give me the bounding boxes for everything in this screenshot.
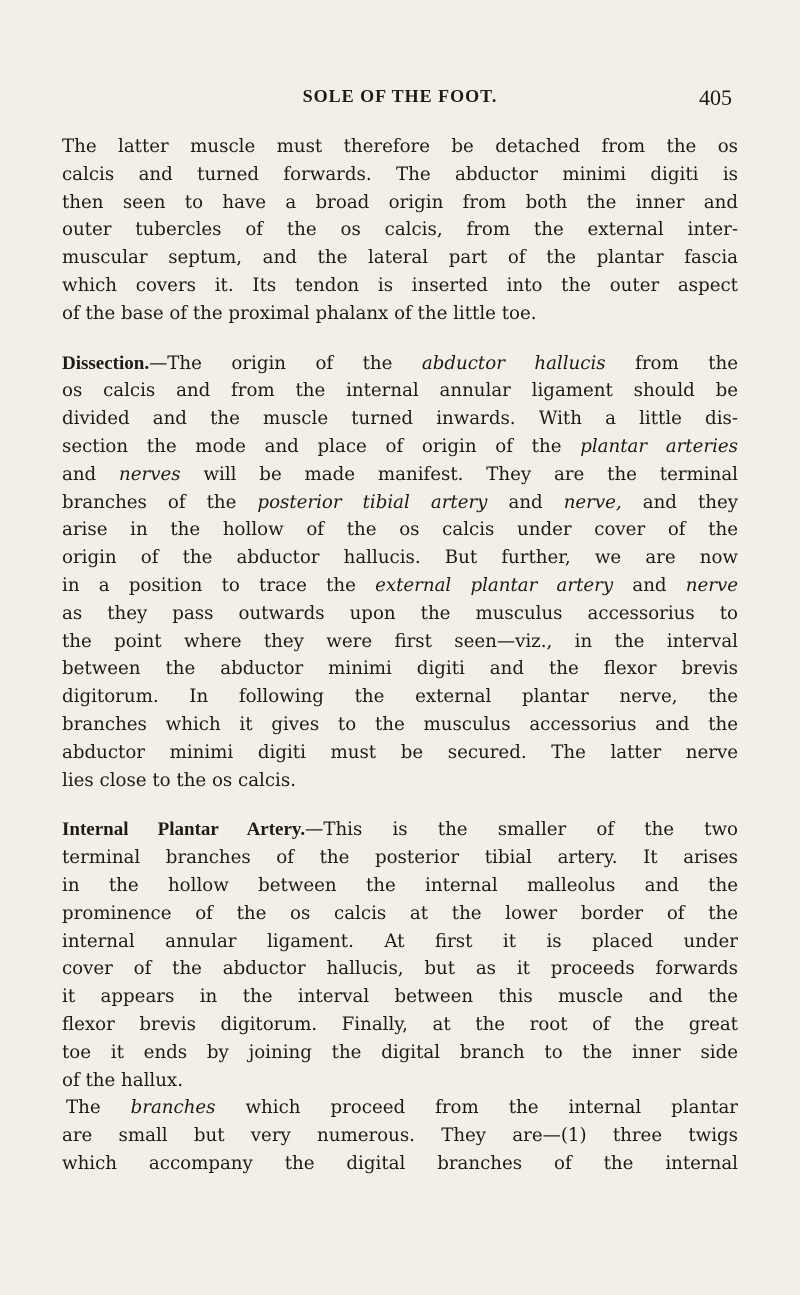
paragraph-dissection bbox=[62, 350, 738, 795]
italic-term: external plantar artery bbox=[375, 574, 614, 596]
text-run: which proceed from the internal plantar bbox=[215, 1097, 738, 1119]
text-run: —This is the smaller of the two bbox=[305, 819, 738, 841]
running-head: SOLE OF THE FOOT. bbox=[302, 86, 498, 106]
text-run: will be made manifest. They are the terminal bbox=[180, 463, 738, 485]
text-line: os calcis and from the internal annular ligament should be bbox=[62, 380, 738, 402]
text-run: in a position to trace the bbox=[62, 574, 376, 596]
paragraph-internal-plantar-artery bbox=[62, 816, 738, 1094]
text-line bbox=[62, 1094, 738, 1122]
text-line: prominence of the os calcis at the lower border of the bbox=[62, 902, 738, 924]
text-line: it appears in the interval between this muscle and the bbox=[62, 986, 738, 1008]
text-run: The bbox=[66, 1097, 131, 1119]
text-line: branches which it gives to the musculus accessorius and the bbox=[62, 713, 738, 735]
text-line: cover of the abductor hallucis, but as it proceeds forwards bbox=[62, 958, 738, 980]
text-line: abductor minimi digiti must be secured. The latter nerve bbox=[62, 741, 738, 763]
page-body bbox=[62, 133, 738, 1178]
text-line: arise in the hollow of the os calcis under cover of the bbox=[62, 519, 738, 541]
text-line: between the abductor minimi digiti and the flexor brevis bbox=[62, 658, 738, 680]
italic-term: posterior tibial artery bbox=[257, 491, 488, 513]
text-run: and bbox=[613, 574, 686, 596]
internal-plantar-artery-heading: Internal Plantar Artery. bbox=[62, 819, 306, 841]
text-line: origin of the abductor hallucis. But further, we are now bbox=[62, 547, 738, 569]
text-line: which accompany the digital branches of the internal bbox=[62, 1152, 738, 1174]
italic-term: nerve bbox=[685, 574, 738, 596]
paragraph-branches bbox=[62, 1094, 738, 1177]
text-run: and bbox=[487, 491, 564, 513]
text-run: from the bbox=[605, 352, 738, 374]
italic-term: plantar arteries bbox=[580, 435, 738, 457]
text-run: section the mode and place of origin of the bbox=[62, 435, 581, 457]
text-line: are small but very numerous. They are—(1) three twigs bbox=[62, 1125, 738, 1147]
text-line: divided and the muscle turned inwards. With a little dis- bbox=[62, 408, 738, 430]
text-line: in the hollow between the internal malleolus and the bbox=[62, 874, 738, 896]
text-line: outer tubercles of the os calcis, from the external inter- bbox=[62, 219, 738, 241]
italic-term: abductor hallucis bbox=[421, 352, 606, 374]
text-line: digitorum. In following the external plantar nerve, the bbox=[62, 686, 738, 708]
text-line: terminal branches of the posterior tibial artery. It arises bbox=[62, 847, 738, 869]
text-line: toe it ends by joining the digital branch to the inner side bbox=[62, 1041, 738, 1063]
text-line: The latter muscle must therefore be detached from the os bbox=[62, 136, 738, 157]
text-line: the point where they were first seen—viz., in the interval bbox=[62, 630, 738, 652]
text-line: calcis and turned forwards. The abductor minimi digiti is bbox=[62, 163, 738, 185]
dissection-heading: Dissection. bbox=[62, 352, 150, 374]
text-run: and bbox=[62, 463, 120, 485]
text-line bbox=[62, 816, 738, 844]
text-line bbox=[62, 489, 738, 517]
italic-term: nerve, bbox=[563, 491, 622, 513]
text-line: internal annular ligament. At first it is placed under bbox=[62, 930, 738, 952]
text-line: which covers it. Its tendon is inserted into the outer aspect bbox=[62, 274, 738, 296]
text-line bbox=[62, 572, 738, 600]
italic-term: branches bbox=[130, 1097, 216, 1119]
text-line: of the base of the proximal phalanx of the little toe. bbox=[62, 302, 537, 324]
italic-term: nerves bbox=[119, 463, 181, 485]
text-line: flexor brevis digitorum. Finally, at the root of the great bbox=[62, 1013, 738, 1035]
text-line: then seen to have a broad origin from both the inner and bbox=[62, 191, 738, 213]
text-run: and they bbox=[621, 491, 739, 513]
text-run: branches of the bbox=[62, 491, 258, 513]
text-line: muscular septum, and the lateral part of the plantar fascia bbox=[62, 247, 738, 269]
text-line: lies close to the os calcis. bbox=[62, 769, 296, 791]
text-line bbox=[62, 433, 738, 461]
text-line bbox=[62, 350, 738, 378]
text-line bbox=[62, 461, 738, 489]
text-line: of the hallux. bbox=[62, 1069, 183, 1091]
text-line: as they pass outwards upon the musculus accessorius to bbox=[62, 602, 738, 624]
text-run: —The origin of the bbox=[149, 352, 422, 374]
page-header bbox=[62, 86, 738, 116]
paragraph-1 bbox=[62, 133, 738, 328]
page-number: 405 bbox=[699, 85, 732, 110]
